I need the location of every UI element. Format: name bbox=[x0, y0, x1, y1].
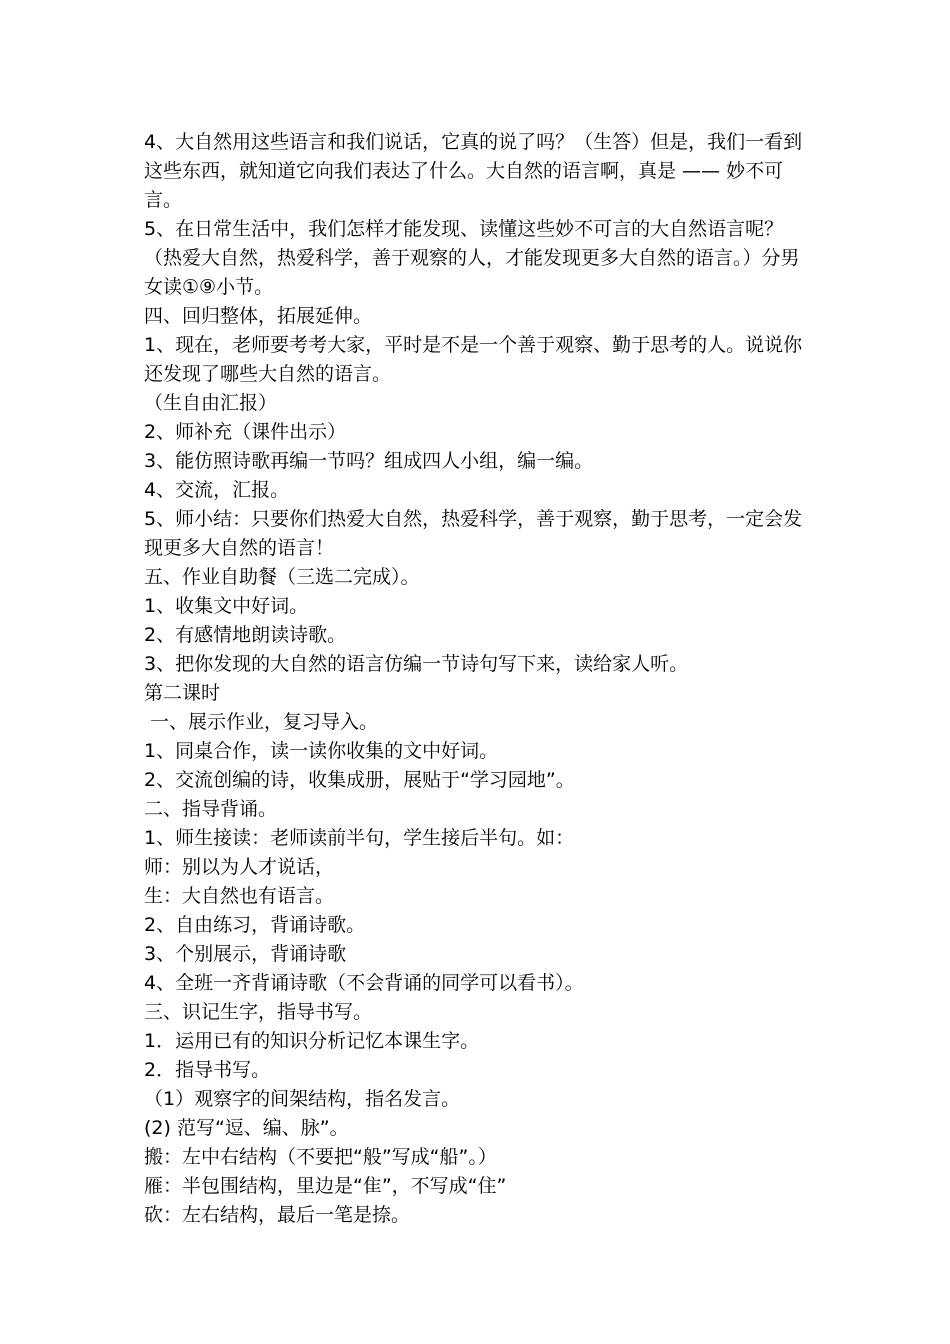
paragraph-item: 1、同桌合作，读一读你收集的文中好词。 bbox=[144, 740, 499, 762]
dialogue-line: 生：大自然也有语言。 bbox=[144, 885, 335, 907]
section-heading-5: 五、作业自助餐（三选二完成）。 bbox=[144, 566, 420, 588]
document-body bbox=[144, 128, 812, 1230]
section-heading-2: 二、指导背诵。 bbox=[144, 798, 278, 820]
paragraph-item: 1、师生接读：老师读前半句，学生接后半句。如： bbox=[144, 827, 575, 849]
paragraph-item: 4、全班一齐背诵诗歌（不会背诵的同学可以看书）。 bbox=[144, 972, 584, 994]
paragraph-item: （生自由汇报） bbox=[144, 392, 278, 414]
paragraph-step-5: 5、在日常生活中，我们怎样才能发现、读懂这些妙不可言的大自然语言呢？（热爱大自然，热爱科学，善于观察的人，才能发现更多大自然的语言。）分男女读①⑨小节。 bbox=[144, 218, 800, 298]
section-heading-3: 三、识记生字，指导书写。 bbox=[144, 1001, 373, 1023]
paragraph-item: 3、个别展示，背诵诗歌 bbox=[144, 943, 347, 965]
paragraph-item: 2、有感情地朗读诗歌。 bbox=[144, 624, 347, 646]
character-note: 砍：左右结构，最后一笔是捺。 bbox=[144, 1204, 411, 1226]
paragraph-step-4: 4、大自然用这些语言和我们说话，它真的说了吗？（生答）但是，我们一看到这些东西，就知道它向我们表达了什么。大自然的语言啊，真是 —— 妙不可言。 bbox=[144, 131, 803, 211]
paragraph-item: 2、交流创编的诗，收集成册，展贴于“学习园地”。 bbox=[144, 769, 575, 791]
paragraph-item: 2．指导书写。 bbox=[144, 1059, 271, 1081]
paragraph-item: 2、师补充（课件出示） bbox=[144, 421, 347, 443]
dialogue-line: 师：别以为人才说话， bbox=[144, 856, 335, 878]
lesson-heading: 第二课时 bbox=[144, 682, 221, 704]
section-heading-4: 四、回归整体，拓展延伸。 bbox=[144, 305, 373, 327]
paragraph-item: 3、把你发现的大自然的语言仿编一节诗句写下来，读给家人听。 bbox=[144, 653, 689, 675]
section-heading-1: 一、展示作业，复习导入。 bbox=[144, 711, 379, 733]
paragraph-item: （1）观察字的间架结构，指名发言。 bbox=[144, 1088, 461, 1110]
character-note: 搬：左中右结构（不要把“般”写成“船”。） bbox=[144, 1146, 497, 1168]
paragraph-item: 4、交流，汇报。 bbox=[144, 479, 290, 501]
paragraph-item: 3、能仿照诗歌再编一节吗？组成四人小组，编一编。 bbox=[144, 450, 594, 472]
paragraph-item: (2) 范写“逗、编、脉”。 bbox=[144, 1117, 349, 1139]
paragraph-item: 1．运用已有的知识分析记忆本课生字。 bbox=[144, 1030, 480, 1052]
paragraph-item: 1、收集文中好词。 bbox=[144, 595, 309, 617]
paragraph-item: 2、自由练习，背诵诗歌。 bbox=[144, 914, 366, 936]
character-note: 雁：半包围结构，里边是“隹”，不写成“住” bbox=[144, 1175, 507, 1197]
paragraph-item: 5、师小结：只要你们热爱大自然，热爱科学，善于观察，勤于思考，一定会发现更多大自然的语言！ bbox=[144, 508, 803, 559]
paragraph-item: 1、现在，老师要考考大家，平时是不是一个善于观察、勤于思考的人。说说你还发现了哪些大自然的语言。 bbox=[144, 334, 803, 385]
